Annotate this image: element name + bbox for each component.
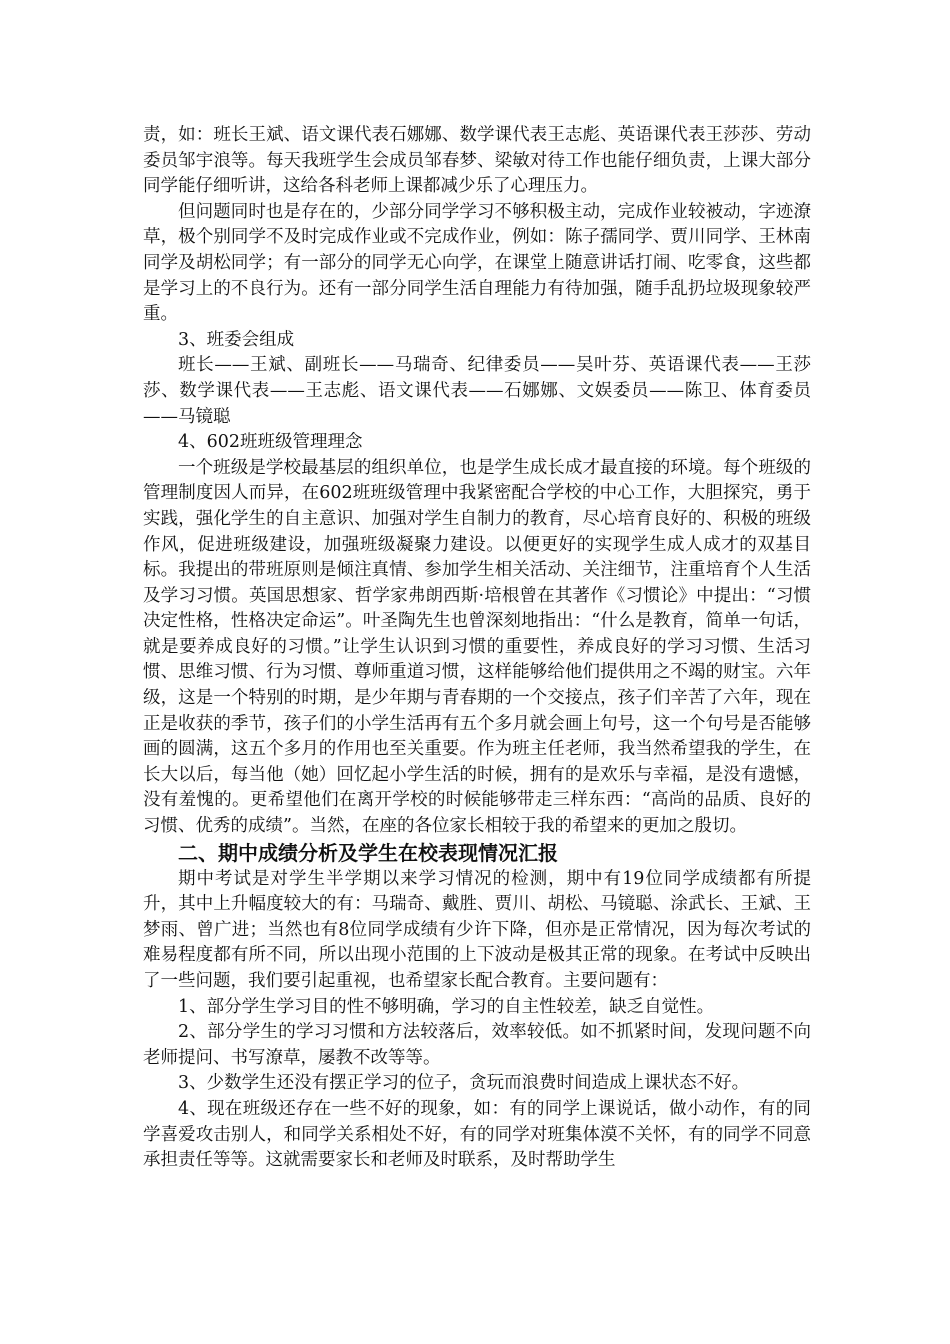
section-heading-management-philosophy: 4、602班班级管理理念	[178, 432, 363, 453]
section-heading-midterm-analysis: 二、期中成绩分析及学生在校表现情况汇报	[178, 840, 558, 865]
list-item-problem-2: 2、部分学生的学习习惯和方法较落后，效率较低。如不抓紧时间，发现问题不向老师提问、书写潦草，屡教不改等等。	[143, 1022, 811, 1068]
section-heading-class-committee: 3、班委会组成	[178, 329, 295, 350]
list-item-problem-3: 3、少数学生还没有摆正学习的位子，贪玩而浪费时间造成上课状态不好。	[178, 1073, 750, 1094]
paragraph-class-committee-members: 班长——王斌、副班长——马瑞奇、纪律委员——吴叶芬、英语课代表——王莎莎、数学课代表——王志彪、语文课代表——石娜娜、文娱委员——陈卫、体育委员——马镜聪	[143, 355, 811, 427]
paragraph-class-cadres-continued: 责，如：班长王斌、语文课代表石娜娜、数学课代表王志彪、英语课代表王莎莎、劳动委员邹宇浪等。每天我班学生会成员邹春梦、梁敏对待工作也能仔细负责，上课大部分同学能仔细听讲，这给各科老师上课都减少乐了心理压力。	[143, 125, 811, 197]
paragraph-management-philosophy: 一个班级是学校最基层的组织单位，也是学生成长成才最直接的环境。每个班级的管理制度因人而异，在602班班级管理中我紧密配合学校的中心工作，大胆探究，勇于实践，强化学生的自主意识、加强对学生自制力的教育，尽心培育良好的、积极的班级作风，促进班级建设，加强班级凝聚力建设。以便更好的实现学生成人成才的双基目标。我提出的带班原则是倾注真情、参加学生相关活动、关注细节，注重培育个人生活及学习习惯。英国思想家、哲学家弗朗西斯·培根曾在其著作《习惯论》中提出：“习惯决定性格，性格决定命运”。叶圣陶先生也曾深刻地指出：“什么是教育，简单一句话，就是要养成良好的习惯。”让学生认识到习惯的重要性，养成良好的学习习惯、生活习惯、思维习惯、行为习惯、尊师重道习惯，这样能够给他们提供用之不竭的财宝。六年级，这是一个特别的时期，是少年期与青春期的一个交接点，孩子们辛苦了六年，现在正是收获的季节，孩子们的小学生活再有五个多月就会画上句号，这一个句号是否能够画的圆满，这五个多月的作用也至关重要。作为班主任老师，我当然希望我的学生，在长大以后，每当他（她）回忆起小学生活的时候，拥有的是欢乐与幸福，是没有遗憾，没有羞愧的。更希望他们在离开学校的时候能够带走三样东西：“高尚的品质、良好的习惯、优秀的成绩”。当然，在座的各位家长相较于我的希望来的更加之殷切。	[143, 457, 811, 837]
document-body	[143, 123, 811, 1174]
list-item-problem-1: 1、部分学生学习目的性不够明确，学习的自主性较差，缺乏自觉性。	[178, 996, 715, 1017]
paragraph-midterm-results: 期中考试是对学生半学期以来学习情况的检测，期中有19位同学成绩都有所提升，其中上升幅度较大的有：马瑞奇、戴胜、贾川、胡松、马镜聪、涂武长、王斌、王梦雨、曾广进；当然也有8位同学成绩有少许下降，但亦是正常情况，因为每次考试的难易程度都有所不同，所以出现小范围的上下波动是极其正常的现象。在考试中反映出了一些问题，我们要引起重视，也希望家长配合教育。主要问题有：	[143, 868, 811, 991]
list-item-problem-4: 4、现在班级还存在一些不好的现象，如：有的同学上课说话，做小动作，有的同学喜爱攻击别人，和同学关系相处不好，有的同学对班集体漠不关怀，有的同学不同意承担责任等等。这就需要家长和老师及时联系，及时帮助学生	[143, 1098, 811, 1171]
paragraph-problems: 但问题同时也是存在的，少部分同学学习不够积极主动，完成作业较被动，字迹潦草，极个别同学不及时完成作业或不完成作业，例如：陈子孺同学、贾川同学、王林南同学及胡松同学；有一部分的同学无心向学，在课堂上随意讲话打闹、吃零食，这些都是学习上的不良行为。还有一部分同学生活自理能力有待加强，随手乱扔垃圾现象较严重。	[143, 201, 811, 325]
